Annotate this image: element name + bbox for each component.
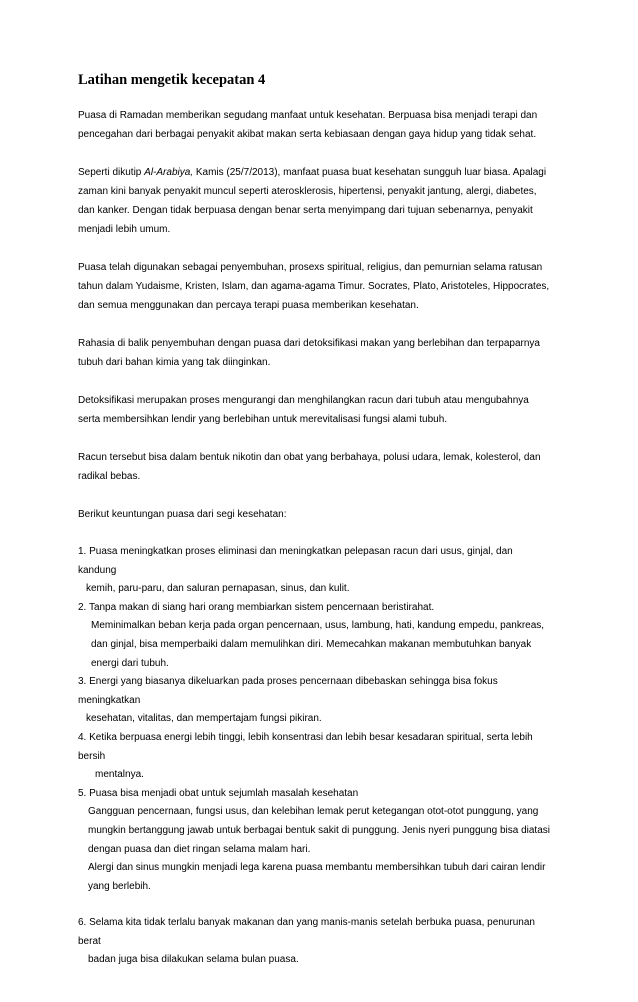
paragraph-6 (78, 448, 578, 486)
list-item (78, 785, 578, 897)
text-line: Berikut keuntungan puasa dari segi kesehatan: (78, 509, 287, 520)
list-item-line: meningkatkan (78, 694, 141, 706)
paragraph-7 (78, 505, 578, 524)
list-item (78, 543, 578, 599)
paragraph-1 (78, 106, 578, 144)
source-name: Al-Arabiya, (144, 167, 194, 178)
list-item-line: Alergi dan sinus mungkin menjadi lega karena puasa membantu membersihkan tubuh dari cairan lendir (88, 862, 546, 874)
text-line: pencegahan dari berbagai penyakit akibat makan serta kebiasaan dengan gaya hidup yang tidak sehat. (78, 129, 537, 140)
text-line: dan kanker. Dengan tidak berpuasa dengan benar serta menyimpang dari tujuan sebenarnya, penyakit (78, 205, 533, 216)
list-item-line: 3. Energi yang biasanya dikeluarkan pada proses pencernaan dibebaskan sehingga bisa fokus (78, 676, 498, 688)
text-line: radikal bebas. (78, 471, 141, 482)
list-item (78, 914, 578, 970)
text-line: Rahasia di balik penyembuhan dengan puasa dari detoksifikasi makan yang berlebihan dan terpaparnya (78, 338, 540, 349)
document-title: Latihan mengetik kecepatan 4 (78, 72, 266, 88)
list-item-line: 2. Tanpa makan di siang hari orang membiarkan sistem pencernaan beristirahat. (78, 601, 435, 613)
list-item-line: 5. Puasa bisa menjadi obat untuk sejumlah masalah kesehatan (78, 787, 359, 799)
text-line: Puasa di Ramadan memberikan segudang manfaat untuk kesehatan. Berpuasa bisa menjadi terapi dan (78, 110, 538, 121)
text-span: Kamis (25/7/2013), manfaat puasa buat kesehatan sungguh luar biasa. Apalagi (193, 167, 547, 178)
list-item-line: Gangguan pencernaan, fungsi usus, dan kelebihan lemak perut ketegangan otot-otot punggung, yang (88, 806, 539, 818)
list-item-line: 4. Ketika berpuasa energi lebih tinggi, lebih konsentrasi dan lebih besar kesadaran spiritual, serta lebih (78, 731, 533, 743)
list-item-line: kandung (78, 564, 117, 576)
list-item-line: kesehatan, vitalitas, dan mempertajam fungsi pikiran. (86, 713, 322, 725)
paragraph-5 (78, 391, 578, 429)
list-item-line: mungkin bertanggung jawab untuk berbagai bentuk sakit di punggung. Jenis nyeri punggung bisa diatasi (88, 824, 550, 836)
text-line: Racun tersebut bisa dalam bentuk nikotin dan obat yang berbahaya, polusi udara, lemak, kolesterol, dan (78, 452, 541, 463)
list-item-line: 1. Puasa meningkatkan proses eliminasi dan meningkatkan pelepasan racun dari usus, ginjal, dan (78, 546, 513, 557)
text-span: Seperti dikutip (78, 167, 145, 178)
text-line: tubuh dari bahan kimia yang tak diinginkan. (78, 357, 271, 368)
list-item-line: energi dari tubuh. (91, 657, 169, 669)
text-line: menjadi lebih umum. (78, 224, 171, 235)
list-item (78, 599, 578, 673)
list-item-line: kemih, paru-paru, dan saluran pernapasan, sinus, dan kulit. (86, 583, 350, 595)
list-item-line: berat (78, 935, 101, 947)
list-item-line: dan ginjal, bisa memperbaiki dalam memulihkan diri. Memecahkan makanan membutuhkan banyak (91, 638, 532, 650)
text-line: dan semua menggunakan dan percaya terapi puasa memberikan kesehatan. (78, 300, 419, 311)
text-line (78, 163, 578, 182)
list-item (78, 729, 578, 785)
paragraph-2 (78, 163, 578, 239)
list-item-line: bersih (78, 750, 106, 762)
text-line: serta membersihkan lendir yang berlebihan untuk merevitalisasi fungsi alami tubuh. (78, 414, 448, 425)
list-item-line: yang berlebih. (88, 880, 151, 892)
list-item-line: Meminimalkan beban kerja pada organ pencernaan, usus, lambung, hati, kandung empedu, pankreas, (91, 620, 545, 632)
text-line: zaman kini banyak penyakit muncul seperti aterosklerosis, hipertensi, penyakit jantung, alergi, diabetes, (78, 186, 537, 197)
text-line: Detoksifikasi merupakan proses mengurangi dan menghilangkan racun dari tubuh atau mengubahnya (78, 395, 529, 406)
text-line: Puasa telah digunakan sebagai penyembuhan, prosexs spiritual, religius, dan pemurnian selama ratusan (78, 262, 543, 273)
document-page (78, 70, 578, 970)
list-item-line: badan juga bisa dilakukan selama bulan puasa. (88, 954, 299, 966)
paragraph-3 (78, 258, 578, 315)
text-line: tahun dalam Yudaisme, Kristen, Islam, dan agama-agama Timur. Socrates, Plato, Aristoteles, Hippocrates, (78, 281, 550, 292)
list-item (78, 673, 578, 729)
list-item-line: dengan puasa dan diet ringan selama malam hari. (88, 843, 311, 855)
list-spacer (78, 896, 578, 914)
list-item-line: mentalnya. (95, 769, 144, 781)
paragraph-4 (78, 334, 578, 372)
list-item-line: 6. Selama kita tidak terlalu banyak makanan dan yang manis-manis setelah berbuka puasa, penurunan (78, 917, 535, 929)
benefit-list (78, 543, 578, 970)
